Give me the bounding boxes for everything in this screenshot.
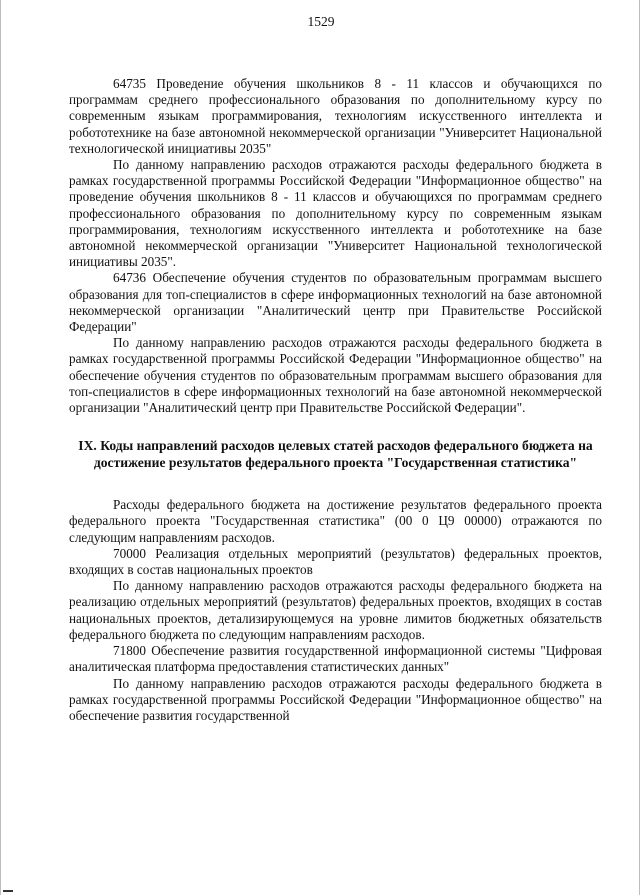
section-heading: IX. Коды направлений расходов целевых статей расходов федерального бюджета на достижение результатов федерального проекта "Государственная статистика" (78, 438, 593, 470)
paragraph-70000-description: По данному направлению расходов отражаются расходы федерального бюджета на реализацию отдельных мероприятий (результатов) федеральных проектов, входящих в состав национальных проектов, детализирующемуся на уровне лимитов бюджетных обязательств федерального бюджета по следующим направлениям расходов. (69, 578, 602, 642)
scan-mark (3, 890, 13, 892)
document-body (69, 76, 602, 724)
paragraph-71800-description: По данному направлению расходов отражаются расходы федерального бюджета в рамках государственной программы Российской Федерации "Информационное общество" на обеспечение развития государственной (69, 675, 602, 723)
paragraph-71800-title: 71800 Обеспечение развития государственной информационной системы "Цифровая аналитическая платформа предоставления статистических данных" (69, 643, 602, 675)
paragraph-70000-title: 70000 Реализация отдельных мероприятий (результатов) федеральных проектов, входящих в состав национальных проектов (69, 545, 602, 578)
paragraph-64736-title: 64736 Обеспечение обучения студентов по образовательным программам высшего образования для топ-специалистов в сфере информационных технологий на базе автономной некоммерческой организации "Аналитический центр при Правительстве Российской Федерации" (69, 270, 602, 335)
paragraph-64736-description: По данному направлению расходов отражаются расходы федерального бюджета в рамках государственной программы Российской Федерации "Информационное общество" на обеспечение обучения студентов по образовательным программам высшего образования для топ-специалистов в сфере информационных технологий на базе автономной некоммерческой организации "Аналитический центр при Правительстве Российской Федерации". (69, 335, 602, 416)
paragraph-64735-title: 64735 Проведение обучения школьников 8 - 11 классов и обучающихся по программам среднего профессионального образования по дополнительному курсу по современным языкам программирования, технологиям искусственного интеллекта и робототехнике на базе автономной некоммерческой организации "Университет Национальной технологической инициативы 2035" (69, 76, 602, 156)
paragraph-section-intro: Расходы федерального бюджета на достижение результатов федерального проекта федерального проекта "Государственная статистика" (00 0 Ц9 00000) отражаются по следующим направлениям расходов. (69, 497, 602, 545)
page-number: 1529 (307, 14, 335, 29)
paragraph-64735-description: По данному направлению расходов отражаются расходы федерального бюджета в рамках государственной программы Российской Федерации "Информационное общество" на проведение обучения школьников 8 - 11 классов и обучающихся по программам среднего профессионального образования по дополнительному курсу по современным языкам программирования, технологиям искусственного интеллекта и робототехнике на базе автономной некоммерческой организации "Университет Национальной технологической инициативы 2035". (69, 157, 602, 270)
